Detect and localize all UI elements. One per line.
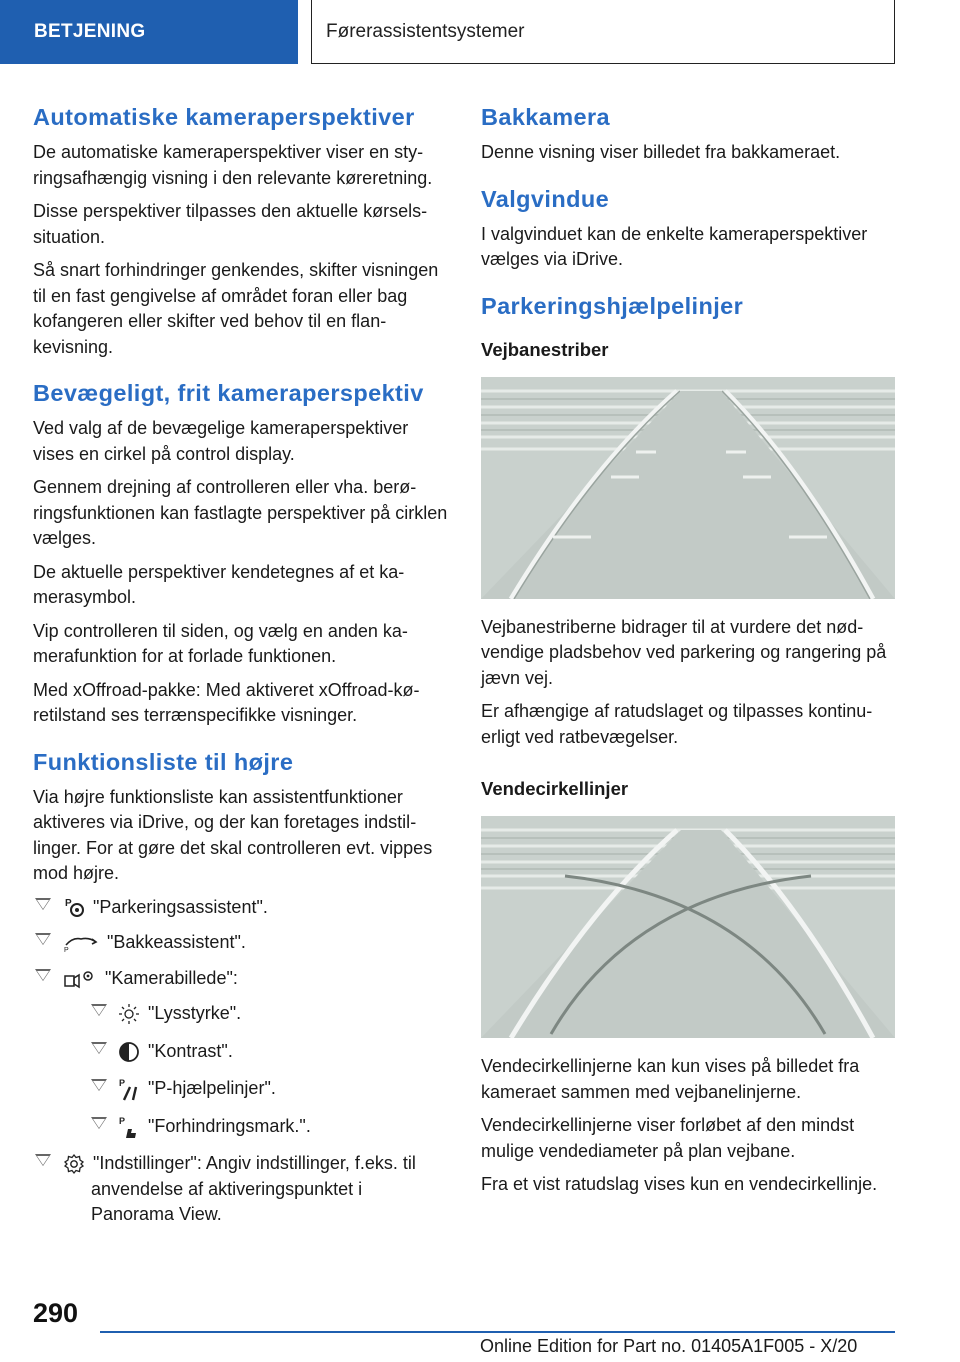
- paragraph: Vip controlleren til siden, og vælg en anden kamerafunktion for at forlade funktionen.: [33, 620, 408, 666]
- left-column: [33, 100, 448, 1238]
- brightness-icon: [118, 1003, 140, 1025]
- settings-icon: [63, 1153, 85, 1175]
- paragraph: De aktuelle perspektiver kendetegnes af et kamerasymbol.: [33, 561, 405, 607]
- page-header: [0, 0, 960, 66]
- item-label: "Kontrast".: [148, 1040, 233, 1061]
- edition-text: Online Edition for Part no. 01405A1F005 - X/20: [480, 1336, 858, 1356]
- paragraph: Er afhængige af ratudslaget og tilpasses kontinuerligt ved ratbevægelser.: [481, 701, 873, 747]
- paragraph: Ved valg af de bevægelige kameraperspektiver vises en cirkel på control display.: [33, 418, 409, 464]
- item-label: "Indstillinger": Angiv indstillinger, f.eks. til anvendelse af aktiveringspunktet i Panorama View.: [91, 1153, 416, 1224]
- list-item-settings: [33, 1151, 448, 1228]
- bullet-triangle-icon: [35, 1154, 51, 1166]
- item-label: "Forhindringsmark.".: [148, 1115, 311, 1136]
- p-lines-icon: [118, 1077, 140, 1101]
- footer-divider: [100, 1331, 895, 1333]
- heading-function-list: Funktionsliste til højre: [33, 748, 294, 775]
- paragraph: Denne visning viser billedet fra bakkameraet.: [481, 142, 841, 162]
- contrast-icon: [118, 1041, 140, 1063]
- paragraph: De automatiske kameraperspektiver viser en styringsafhængig visning i den relevante køreretning.: [33, 142, 433, 188]
- right-column: [481, 100, 897, 1206]
- item-label: "Bakkeassistent".: [107, 932, 246, 952]
- list-item-reversing: [33, 930, 448, 956]
- parking-assistant-icon: [63, 897, 85, 919]
- paragraph: Vejbanestriberne bidrager til at vurdere det nødvendige pladsbehov ved parkering og rangering på jævn vej.: [481, 616, 887, 688]
- function-list: [33, 895, 448, 1228]
- turning-circle-illustration: [481, 816, 895, 1038]
- paragraph: Via højre funktionsliste kan assistentfunktioner aktiveres via iDrive, og der kan foretages indstillinger. For at gøre det skal controlleren evt. vippes mod højre.: [33, 786, 433, 883]
- subheading-lane-lines: Vejbanestriber: [481, 338, 609, 360]
- item-label: "Kamerabillede":: [105, 967, 238, 988]
- paragraph: Gennem drejning af controlleren eller vha. berøringsfunktionen kan fastlagte perspektiver på cirklen vælges.: [33, 477, 448, 548]
- svg-text:P: P: [119, 1078, 126, 1089]
- heading-selection-window: Valgvindue: [481, 185, 610, 212]
- heading-free-perspective: Bevægeligt, frit kameraperspektiv: [33, 380, 424, 406]
- svg-text:P: P: [65, 897, 72, 909]
- paragraph: Disse perspektiver tilpasses den aktuelle kørselssituation.: [33, 201, 428, 247]
- topic-title: Førerassistentsystemer: [311, 0, 895, 64]
- list-item-camera-image: [33, 966, 448, 1140]
- camera-image-icon: [63, 968, 97, 990]
- paragraph: Så snart forhindringer genkendes, skifter visningen til en fast gengivelse af området foran eller bag kofangeren eller skifter ved behov til en flankevisning.: [33, 260, 439, 357]
- bullet-triangle-icon: [35, 969, 51, 981]
- bullet-triangle-icon: [91, 1117, 107, 1129]
- heading-automatic-perspectives: Automatiske kameraperspektiver: [33, 104, 415, 130]
- bullet-triangle-icon: [35, 898, 51, 910]
- section-tab: BETJENING: [0, 0, 298, 64]
- bullet-triangle-icon: [91, 1004, 107, 1016]
- svg-text:P: P: [64, 947, 69, 954]
- paragraph: Fra et vist ratudslag vises kun en vendecirkellinje.: [481, 1174, 878, 1194]
- reversing-assistant-icon: [63, 933, 99, 953]
- list-item-parking: [33, 895, 448, 921]
- paragraph: I valgvinduet kan de enkelte kameraperspektiver vælges via iDrive.: [481, 223, 868, 269]
- bullet-triangle-icon: [91, 1079, 107, 1091]
- lane-lines-illustration: [481, 377, 895, 599]
- subheading-turning-circle-lines: Vendecirkellinjer: [481, 778, 629, 799]
- bullet-triangle-icon: [91, 1042, 107, 1054]
- paragraph: Med xOffroad-pakke: Med aktiveret xOffroad-køretilstand ses terrænspecifikke visninger.: [33, 679, 420, 725]
- page-number: 290: [33, 1298, 79, 1328]
- paragraph: Vendecirkellinjerne kan kun vises på billedet fra kameraet sammen med vejbanelinjerne.: [481, 1056, 860, 1102]
- heading-parking-lines: Parkeringshjælpelinjer: [481, 292, 744, 319]
- heading-reversing-camera: Bakkamera: [481, 104, 611, 130]
- list-item-brightness: [91, 1001, 448, 1027]
- svg-text:P: P: [119, 1115, 126, 1126]
- paragraph: Vendecirkellinjerne viser forløbet af den mindst mulige vendediameter på plan vejbane.: [481, 1115, 855, 1161]
- camera-submenu: [91, 1001, 448, 1139]
- list-item-obstacle: [91, 1114, 448, 1140]
- bullet-triangle-icon: [35, 933, 51, 945]
- obstacle-marking-icon: [118, 1115, 140, 1139]
- item-label: "P-hjælpelinjer".: [148, 1078, 276, 1098]
- item-label: "Parkeringsassistent".: [93, 896, 268, 917]
- list-item-p-lines: [91, 1076, 448, 1102]
- list-item-contrast: [91, 1039, 448, 1065]
- item-label: "Lysstyrke".: [148, 1003, 242, 1023]
